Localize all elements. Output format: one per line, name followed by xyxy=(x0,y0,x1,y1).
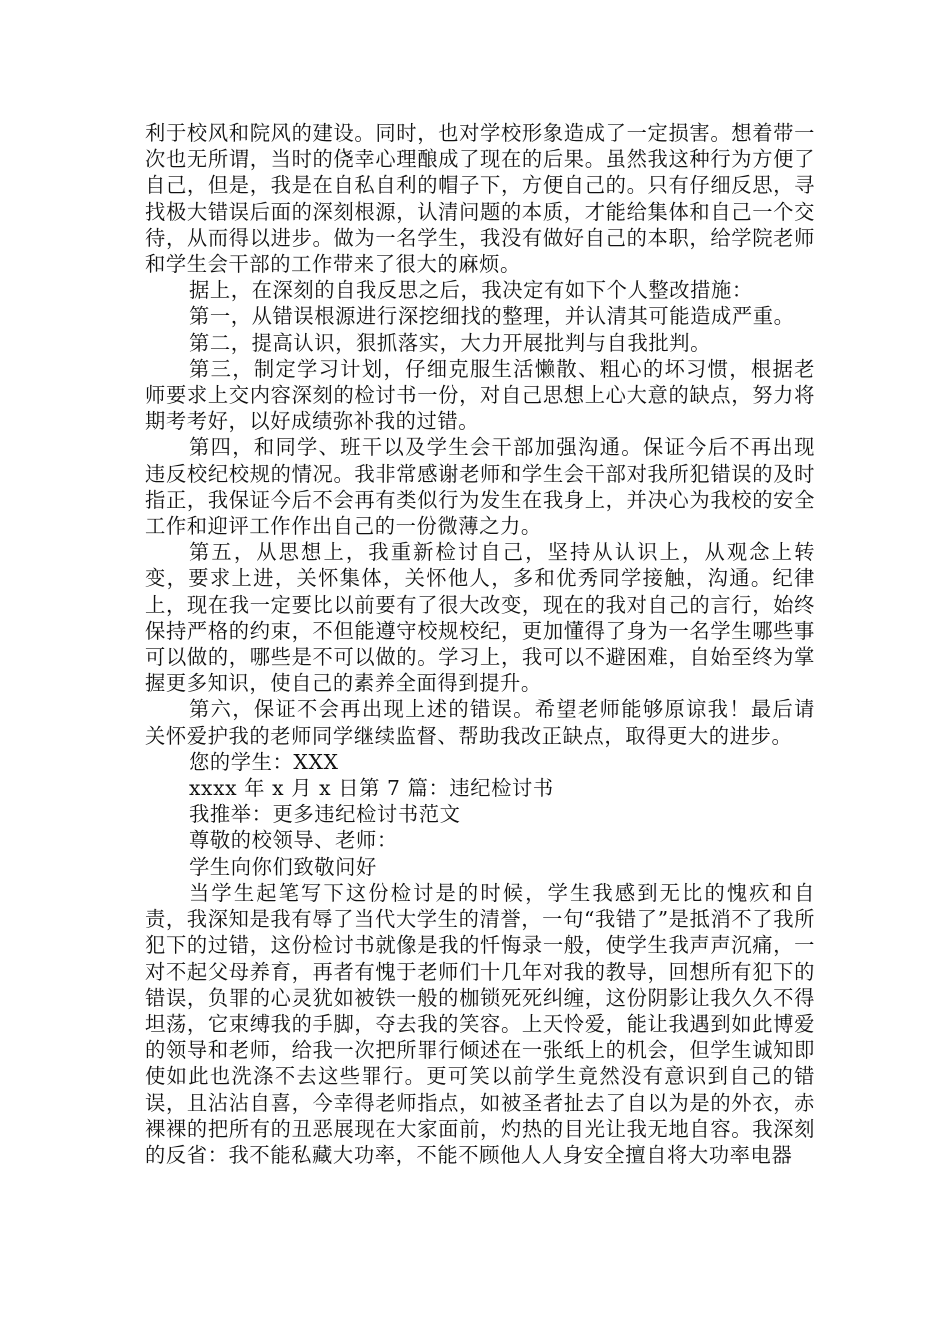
paragraph-continuation: 利于校风和院风的建设。同时，也对学校形象造成了一定损害。想着带一次也无所谓，当时的侥幸心理酿成了现在的后果。虽然我这种行为方便了自己，但是，我是在自私自利的帽子下，方便自己的。只有仔细反思，寻找极大错误后面的深刻根源，认清问题的本质，才能给集体和自己一个交待，从而得以进步。做为一名学生，我没有做好自己的本职，给学院老师和学生会干部的工作带来了很大的麻烦。 xyxy=(145,121,815,277)
paragraph-intro-measures: 据上，在深刻的自我反思之后，我决定有如下个人整改措施： xyxy=(189,278,753,303)
greeting: 学生向你们致敬问好 xyxy=(189,854,377,879)
paragraph-measure-3: 第三，制定学习计划，仔细克服生活懒散、粗心的坏习惯，根据老师要求上交内容深刻的检讨书一份，对自己思想上心大意的缺点，努力将期考考好，以好成绩弥补我的过错。 xyxy=(145,356,815,434)
paragraph-measure-1: 第一，从错误根源进行深挖细找的整理，并认清其可能造成严重。 xyxy=(189,304,795,329)
salutation: 尊敬的校领导、老师： xyxy=(189,828,398,853)
paragraph-measure-6: 第六，保证不会再出现上述的错误。希望老师能够原谅我！最后请关怀爱护我的老师同学继续监督、帮助我改正缺点，取得更大的进步。 xyxy=(145,697,815,748)
document-page xyxy=(145,120,815,1168)
paragraph-measure-4: 第四，和同学、班干以及学生会干部加强沟通。保证今后不再出现违反校纪校规的情况。我非常感谢老师和学生会干部对我所犯错误的及时指正，我保证今后不会再有类似行为发生在我身上，并决心为我校的安全工作和迎评工作作出自己的一份微薄之力。 xyxy=(145,435,815,539)
recommendation-line: 我推举：更多违纪检讨书范文 xyxy=(189,802,461,827)
paragraph-measure-2: 第二，提高认识，狠抓落实，大力开展批判与自我批判。 xyxy=(189,330,712,355)
date-and-section-title: xxxx 年 x 月 x 日第 7 篇：违纪检讨书 xyxy=(189,776,554,801)
paragraph-measure-5: 第五，从思想上，我重新检讨自己，坚持从认识上，从观念上转变，要求上进，关怀集体，关怀他人，多和优秀同学接触，沟通。纪律上，现在我一定要比以前要有了很大改变，现在的我对自己的言行，始终保持严格的约束，不但能遵守校规校纪，更加懂得了身为一名学生哪些事可以做的，哪些是不可以做的。学习上，我可以不避困难，自始至终为掌握更多知识，使自己的素养全面得到提升。 xyxy=(145,540,815,696)
signature-line: 您的学生：XXX xyxy=(189,749,339,774)
paragraph-body: 当学生起笔写下这份检讨是的时候，学生我感到无比的愧疚和自责，我深知是我有辱了当代大学生的清誉，一句“我错了”是抵消不了我所犯下的过错，这份检讨书就像是我的忏悔录一般，使学生我声声沉痛，一对不起父母养育，再者有愧于老师们十几年对我的教导，回想所有犯下的错误，负罪的心灵犹如被铁一般的枷锁死死纠缠，这份阴影让我久久不得坦荡，它束缚我的手脚，夺去我的笑容。上天怜爱，能让我遇到如此博爱的领导和老师，给我一次把所罪行倾述在一张纸上的机会，但学生诚知即使如此也洗涤不去这些罪行。更可笑以前学生竟然没有意识到自己的错误，且沾沾自喜，今幸得老师指点，如被圣者扯去了自以为是的外衣，赤裸裸的把所有的丑恶展现在大家面前，灼热的目光让我无地自容。我深刻的反省：我不能私藏大功率，不能不顾他人人身安全擅自将大功率电器 xyxy=(145,880,815,1167)
